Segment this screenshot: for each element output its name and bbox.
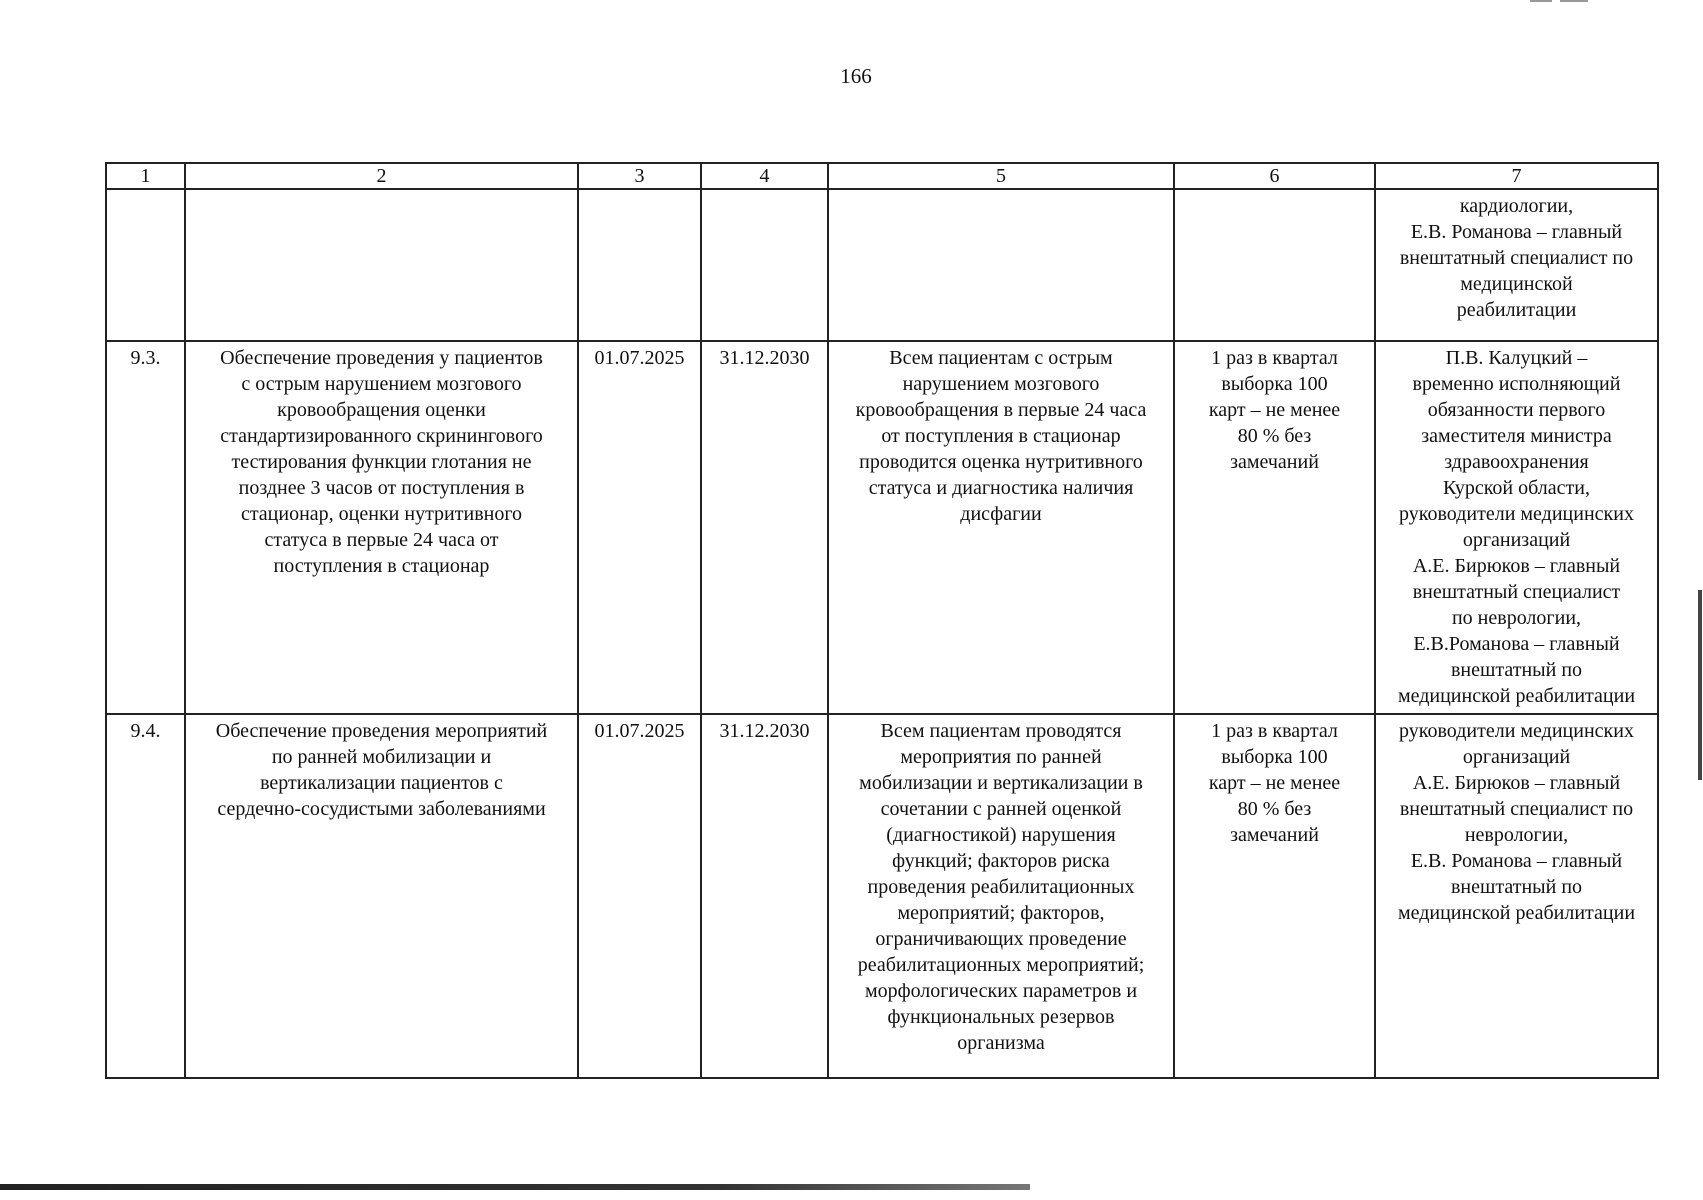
cell-number: 9.3. — [106, 341, 185, 714]
table-row — [106, 189, 1658, 341]
cell-indicator: 1 раз в квартал выборка 100 карт – не менее 80 % без замечаний — [1174, 714, 1375, 1078]
cell-activity — [185, 189, 578, 341]
table-row — [106, 714, 1658, 1078]
column-header: 1 — [106, 163, 185, 189]
table-header-row — [106, 163, 1658, 189]
column-header: 6 — [1174, 163, 1375, 189]
table-row — [106, 341, 1658, 714]
cell-responsible: П.В. Калуцкий – временно исполняющий обязанности первого заместителя министра здравоохранения Курской области, руководители медицинских организаций А.Е. Бирюков – главный внештатный специалист по неврологии, Е.В.Романова – главный внештатный по медицинской реабилитации — [1375, 341, 1658, 714]
cell-end-date — [701, 189, 828, 341]
column-header: 3 — [578, 163, 701, 189]
column-header: 5 — [828, 163, 1174, 189]
scan-artifact-marks — [1530, 0, 1590, 3]
measures-table — [105, 162, 1659, 1079]
cell-result: Всем пациентам проводятся мероприятия по ранней мобилизации и вертикализации в сочетании с ранней оценкой (диагностикой) нарушения функций; факторов риска проведения реабилитационных мероприятий; факторов, ограничивающих проведение реабилитационных мероприятий; морфологических параметров и функциональных резервов организма — [828, 714, 1174, 1078]
cell-result — [828, 189, 1174, 341]
column-header: 7 — [1375, 163, 1658, 189]
cell-responsible: кардиологии, Е.В. Романова – главный внештатный специалист по медицинской реабилитации — [1375, 189, 1658, 341]
cell-responsible: руководители медицинских организаций А.Е. Бирюков – главный внештатный специалист по неврологии, Е.В. Романова – главный внештатный по медицинской реабилитации — [1375, 714, 1658, 1078]
cell-indicator — [1174, 189, 1375, 341]
cell-start-date — [578, 189, 701, 341]
scan-bottom-line — [0, 1184, 1030, 1190]
scan-edge-mark — [1698, 590, 1702, 780]
column-header: 4 — [701, 163, 828, 189]
cell-number: 9.4. — [106, 714, 185, 1078]
cell-indicator: 1 раз в квартал выборка 100 карт – не менее 80 % без замечаний — [1174, 341, 1375, 714]
cell-end-date: 31.12.2030 — [701, 341, 828, 714]
cell-number — [106, 189, 185, 341]
cell-activity: Обеспечение проведения у пациентов с острым нарушением мозгового кровообращения оценки стандартизированного скринингового тестирования функции глотания не позднее 3 часов от поступления в стационар, оценки нутритивного статуса в первые 24 часа от поступления в стационар — [185, 341, 578, 714]
cell-activity: Обеспечение проведения мероприятий по ранней мобилизации и вертикализации пациентов с сердечно-сосудистыми заболеваниями — [185, 714, 578, 1078]
page-number: 166 — [840, 64, 872, 88]
cell-start-date: 01.07.2025 — [578, 341, 701, 714]
column-header: 2 — [185, 163, 578, 189]
cell-end-date: 31.12.2030 — [701, 714, 828, 1078]
cell-result: Всем пациентам с острым нарушением мозгового кровообращения в первые 24 часа от поступления в стационар проводится оценка нутритивного статуса и диагностика наличия дисфагии — [828, 341, 1174, 714]
cell-start-date: 01.07.2025 — [578, 714, 701, 1078]
